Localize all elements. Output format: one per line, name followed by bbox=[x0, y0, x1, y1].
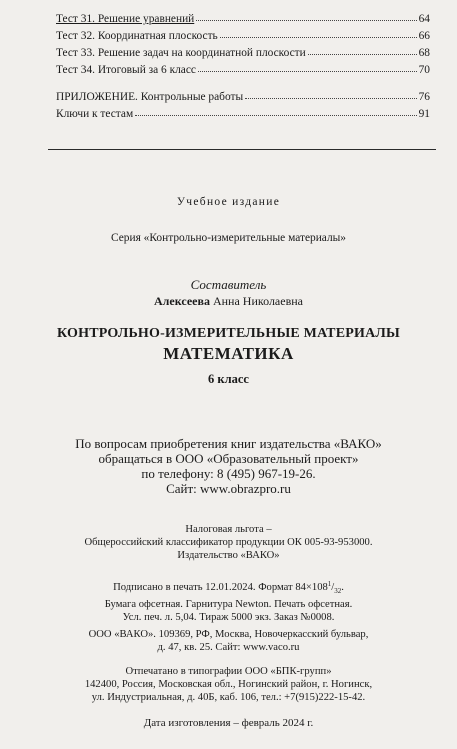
format-fraction-denominator: 32 bbox=[334, 587, 342, 596]
book-subject: МАТЕМАТИКА bbox=[163, 344, 294, 363]
print-signed-line: Подписано в печать 12.01.2024. Формат $84\times 108^1/_{32}$. bbox=[113, 580, 344, 596]
print-details bbox=[0, 578, 457, 624]
compiler-role: Составитель bbox=[190, 277, 267, 292]
contact-line: обращаться в ООО «Образовательный проект» bbox=[98, 451, 359, 466]
tax-line: Издательство «ВАКО» bbox=[177, 550, 280, 561]
publisher-line: ООО «ВАКО». 109369, РФ, Москва, Новочеркасский бульвар, bbox=[88, 629, 369, 640]
compiler-given-names: Анна Николаевна bbox=[212, 294, 303, 308]
toc-item-title: Тест 32. Координатная плоскость bbox=[56, 30, 218, 42]
toc-item-page: 66 bbox=[418, 30, 430, 42]
tax-line: Налоговая льгота – bbox=[185, 524, 272, 535]
printer-line: 142400, Россия, Московская обл., Ногинский район, г. Ногинск, bbox=[84, 679, 373, 690]
table-of-contents bbox=[56, 12, 430, 124]
toc-item-title: Тест 33. Решение задач на координатной плоскости bbox=[56, 47, 306, 59]
book-kind: КОНТРОЛЬНО-ИЗМЕРИТЕЛЬНЫЕ МАТЕРИАЛЫ bbox=[57, 326, 400, 341]
toc-item bbox=[56, 29, 430, 46]
toc-item bbox=[56, 46, 430, 63]
toc-leader-dots bbox=[220, 28, 417, 38]
toc-item-page: 64 bbox=[418, 13, 430, 25]
toc-item bbox=[56, 107, 430, 124]
manufacture-date: Дата изготовления – февраль 2024 г. bbox=[143, 717, 314, 729]
compiler-surname: Алексеева bbox=[154, 294, 210, 308]
compiler-name bbox=[0, 294, 457, 309]
tax-line: Общероссийский классификатор продукции ОК 005-93-953000. bbox=[84, 537, 373, 548]
print-line: Усл. печ. л. 5,04. Тираж 5000 экз. Заказ №0008. bbox=[122, 612, 335, 624]
publisher-line: д. 47, кв. 25. Сайт: www.vaco.ru bbox=[157, 642, 300, 653]
format-fraction-numerator: 1 bbox=[327, 580, 332, 588]
toc-leader-dots bbox=[135, 106, 416, 116]
toc-leader-dots bbox=[198, 62, 417, 72]
contact-line: Сайт: www.obrazpro.ru bbox=[166, 481, 291, 496]
publisher-address bbox=[0, 628, 457, 654]
toc-item-title: ПРИЛОЖЕНИЕ. Контрольные работы bbox=[56, 91, 244, 103]
print-signed-text: Подписано в печать 12.01.2024. Формат 84×108 bbox=[113, 582, 328, 593]
toc-item-title: Тест 34. Итоговый за 6 класс bbox=[56, 64, 196, 76]
contact-line: по телефону: 8 (495) 967-19-26. bbox=[141, 466, 316, 481]
toc-item bbox=[56, 63, 430, 80]
contact-line: По вопросам приобретения книг издательства «ВАКО» bbox=[75, 436, 382, 451]
toc-item-title: Ключи к тестам bbox=[56, 108, 134, 120]
toc-leader-dots bbox=[308, 45, 417, 55]
toc-item-title: Тест 31. Решение уравнений bbox=[56, 13, 195, 25]
toc-item-page: 91 bbox=[418, 108, 430, 120]
series-name: Серия «Контрольно-измерительные материалы» bbox=[111, 232, 346, 244]
purchase-contact bbox=[0, 436, 457, 496]
printer-line: ул. Индустриальная, д. 40Б, каб. 106, тел.: +7(915)222-15-42. bbox=[91, 692, 366, 703]
tax-benefit bbox=[0, 523, 457, 562]
book-grade: 6 класс bbox=[208, 372, 249, 386]
toc-item bbox=[56, 90, 430, 107]
toc-item-page: 76 bbox=[418, 91, 430, 103]
toc-item-page: 70 bbox=[418, 64, 430, 76]
toc-item bbox=[56, 12, 430, 29]
toc-leader-dots bbox=[245, 89, 416, 99]
printer-line: Отпечатано в типографии ООО «БПК-групп» bbox=[125, 666, 332, 677]
edition-type: Учебное издание bbox=[176, 196, 281, 208]
section-divider bbox=[48, 149, 436, 150]
printing-house bbox=[0, 665, 457, 704]
print-line: Бумага офсетная. Гарнитура Newton. Печать офсетная. bbox=[104, 599, 353, 611]
toc-leader-dots bbox=[196, 11, 416, 21]
toc-item-page: 68 bbox=[418, 47, 430, 59]
